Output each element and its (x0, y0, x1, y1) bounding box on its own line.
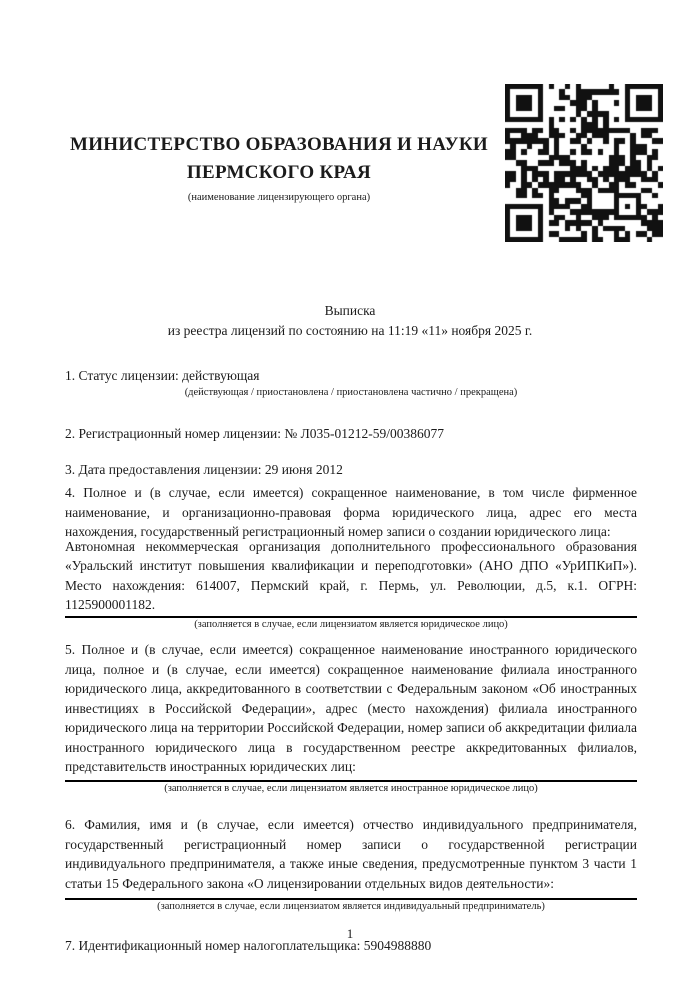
document-body (65, 366, 637, 955)
field-legal-entity-label: 4. Полное и (в случае, если имеется) сокращенное наименование, в том числе фирменное наименование, и организационно-правовая форма юридического лица, адрес его места нахождения, государственный регистрационный номер записи о создании юридического лица: (65, 485, 637, 539)
field-license-status: 1. Статус лицензии: действующая (65, 368, 260, 383)
ministry-name (63, 131, 495, 187)
document-title-line2: из реестра лицензий по состоянию на 11:19 «11» ноября 2025 г. (167, 323, 533, 338)
ministry-name-line2: ПЕРМСКОГО КРАЯ (186, 162, 372, 183)
field-license-status-caption: (действующая / приостановлена / приостановлена частично / прекращена) (184, 386, 518, 398)
qr-code-canvas (505, 84, 663, 242)
field-license-date: 3. Дата предоставления лицензии: 29 июня 2012 (65, 461, 343, 477)
ministry-name-caption: (наименование лицензирующего органа) (187, 192, 371, 203)
document-title (64, 301, 636, 341)
field-registration-number: 2. Регистрационный номер лицензии: № Л035-01212-59/00386077 (65, 426, 445, 441)
ministry-name-line1: МИНИСТЕРСТВО ОБРАЗОВАНИЯ И НАУКИ (69, 134, 489, 155)
licensing-authority-header (63, 131, 495, 204)
page-number: 1 (346, 926, 354, 941)
field-foreign-entity-label: 5. Полное и (в случае, если имеется) сокращенное наименование иностранного юридического лица, полное и (в случае, если имеется) сокращенное наименование филиала иностранного юридического лица, аккредитованного в соответствии с Федеральным законом «Об иностранных инвестициях в Российской Федерации», адрес (место нахождения) филиала иностранного юридического лица на территории Российской Федерации, номер записи об аккредитации филиала иностранного юридического лица в государственном реестре аккредитованных филиалов, представительств иностранных юридических лиц: (65, 642, 637, 774)
field-legal-entity-caption: (заполняется в случае, если лицензиатом является юридическое лицо) (194, 618, 508, 630)
document-title-line1: Выписка (324, 303, 376, 318)
field-foreign-entity-caption: (заполняется в случае, если лицензиатом является иностранное юридическое лицо) (164, 782, 538, 794)
field-legal-entity-value: Автономная некоммерческая организация дополнительного профессионального образования «Уральский институт повышения квалификации и переподготовки» (АНО ДПО «УрИПКиП»). Место нахождения: 614007, Пермский край, г. Пермь, ул. Революции, д.5, к.1. ОГРН: 1125900001182. (65, 538, 637, 612)
qr-code-icon (505, 84, 663, 242)
field-entrepreneur-label: 6. Фамилия, имя и (в случае, если имеется) отчество индивидуального предпринимателя, государственный регистрационный номер записи о государственной регистрации индивидуального предпринимателя, а также иные сведения, предусмотренные пунктом 3 части 1 статьи 15 Федерального закона «О лицензировании отдельных видов деятельности»: (65, 817, 637, 891)
field-taxpayer-number: 7. Идентификационный номер налогоплательщика: 5904988880 (65, 937, 432, 953)
field-entrepreneur-caption: (заполняется в случае, если лицензиатом является индивидуальный предприниматель) (157, 901, 545, 912)
